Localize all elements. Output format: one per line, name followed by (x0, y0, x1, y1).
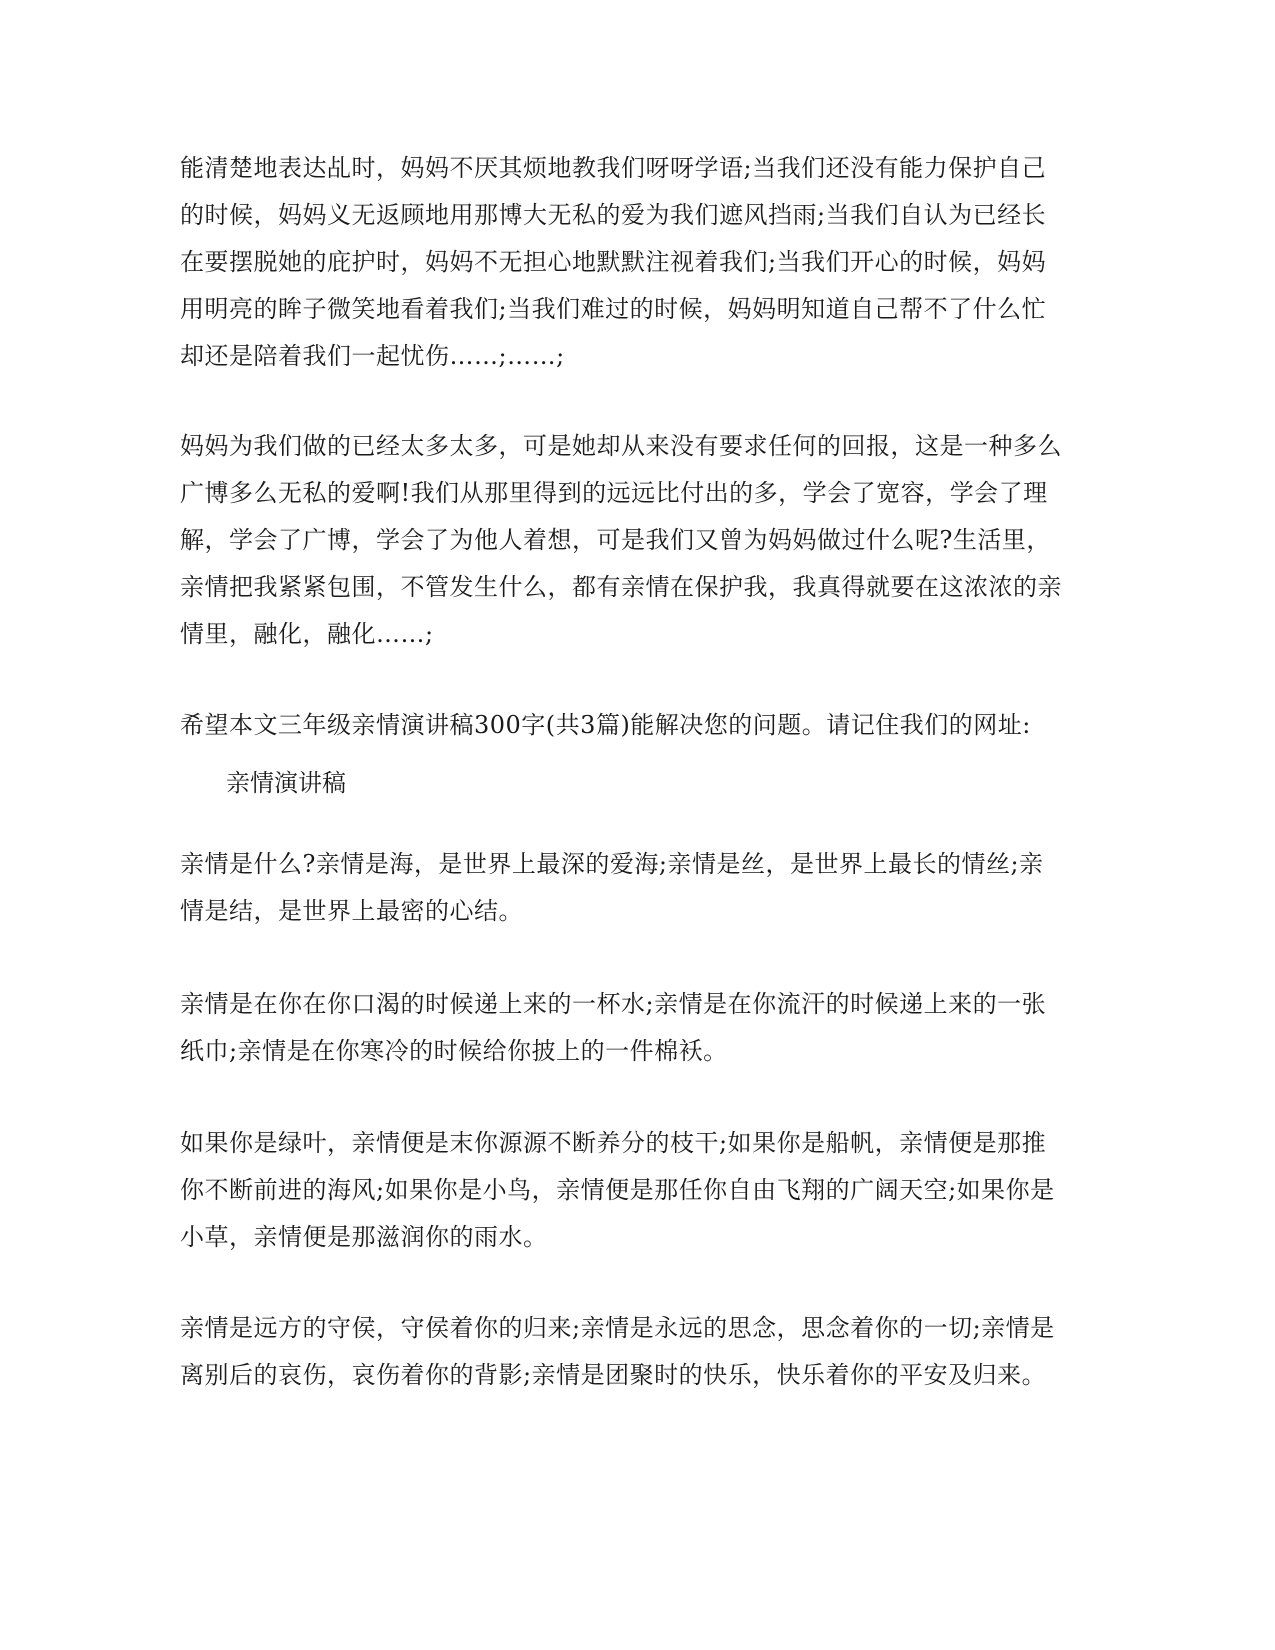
text-line: 妈妈为我们做的已经太多太多，可是她却从来没有要求任何的回报，这是一种多么 (180, 432, 1062, 460)
text-line: 的时候，妈妈义无返顾地用那博大无私的爱为我们遮风挡雨;当我们自认为已经长 (180, 201, 1047, 229)
text-line: 用明亮的眸子微笑地看着我们;当我们难过的时候，妈妈明知道自己帮不了什么忙 (180, 295, 1047, 323)
paragraph-water-tissue (180, 981, 1050, 1075)
text-line: 能清楚地表达乩时，妈妈不厌其烦地教我们呀呀学语;当我们还没有能力保护自己 (180, 154, 1047, 182)
text-line: 在要摆脱她的庇护时，妈妈不无担心地默默注视着我们;当我们开心的时候，妈妈 (180, 248, 1047, 276)
text-line: 希望本文三年级亲情演讲稿300字(共3篇)能解决您的问题。请记住我们的网址: (180, 711, 1031, 739)
text-line: 广博多么无私的爱啊!我们从那里得到的远远比付出的多，学会了宽容，学会了理 (180, 479, 1048, 507)
paragraph-mother-care (180, 145, 1050, 380)
text-line: 却还是陪着我们一起忧伤……;……; (180, 342, 565, 370)
text-line: 情里，融化，融化……; (180, 620, 434, 648)
paragraph-what-is-family-love (180, 841, 1050, 935)
text-line: 解，学会了广博，学会了为他人着想，可是我们又曾为妈妈做过什么呢?生活里， (180, 526, 1051, 554)
paragraph-if-you-are (180, 1120, 1055, 1261)
text-line: 你不断前进的海风;如果你是小鸟，亲情便是那任你自由飞翔的广阔天空;如果你是 (180, 1176, 1055, 1204)
text-line: 亲情是在你在你口渴的时候递上来的一杯水;亲情是在你流汗的时候递上来的一张 (180, 990, 1047, 1018)
text-line: 离别后的哀伤，哀伤着你的背影;亲情是团聚时的快乐，快乐着你的平安及归来。 (180, 1361, 1047, 1389)
paragraph-distant-guard (180, 1305, 1055, 1399)
text-line: 情是结，是世界上最密的心结。 (180, 897, 523, 925)
text-line: 如果你是绿叶，亲情便是末你源源不断养分的枝干;如果你是船帆，亲情便是那推 (180, 1129, 1047, 1157)
paragraph-closing-note (180, 702, 1050, 749)
text-line: 纸巾;亲情是在你寒冷的时候给你披上的一件棉袄。 (180, 1037, 728, 1065)
section-heading: 亲情演讲稿 (226, 769, 346, 797)
paragraph-mother-love (180, 423, 1062, 658)
text-line: 亲情是什么?亲情是海，是世界上最深的爱海;亲情是丝，是世界上最长的情丝;亲 (180, 850, 1044, 878)
text-line: 小草，亲情便是那滋润你的雨水。 (180, 1223, 548, 1251)
text-line: 亲情是远方的守侯，守侯着你的归来;亲情是永远的思念，思念着你的一切;亲情是 (180, 1314, 1055, 1342)
text-line: 亲情把我紧紧包围，不管发生什么，都有亲情在保护我，我真得就要在这浓浓的亲 (180, 573, 1062, 601)
